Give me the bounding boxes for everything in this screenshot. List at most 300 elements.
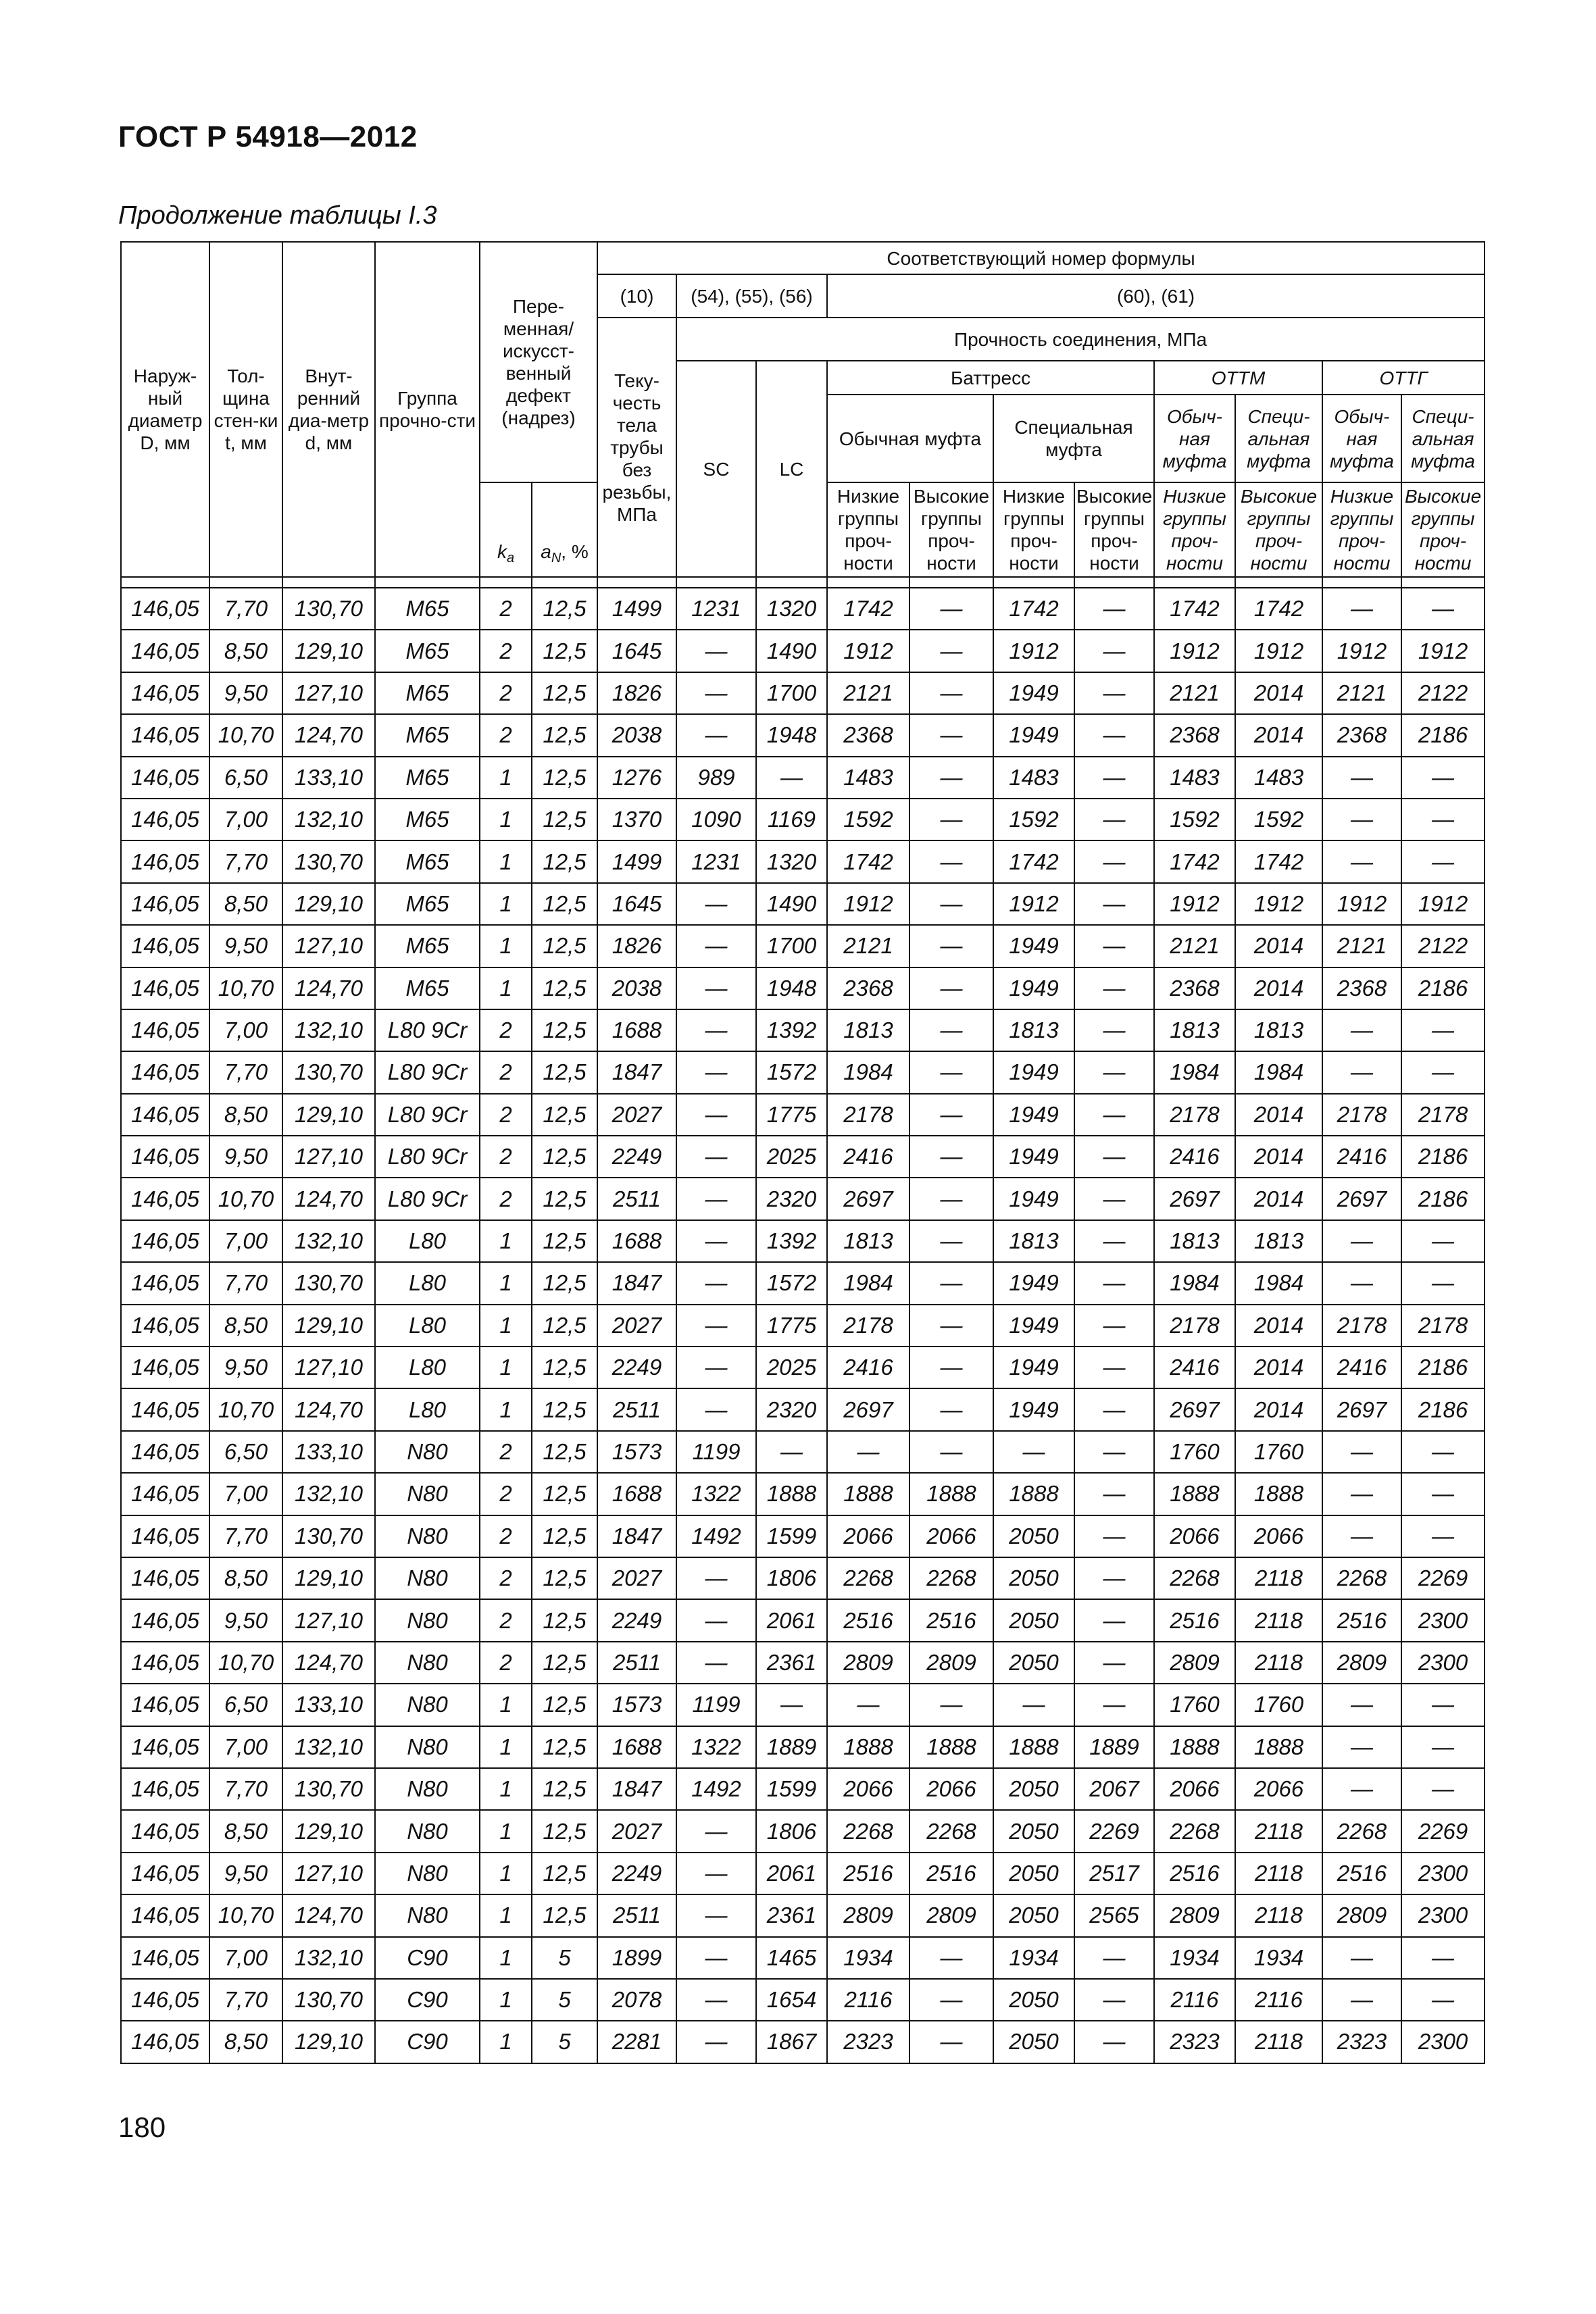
table-cell: — xyxy=(1074,672,1154,714)
table-cell: 2 xyxy=(480,714,532,756)
table-cell: 127,10 xyxy=(282,1853,375,1894)
table-cell: 2014 xyxy=(1235,925,1322,967)
table-cell: 1592 xyxy=(993,799,1074,840)
table-cell: 1948 xyxy=(756,967,827,1009)
table-cell: 1912 xyxy=(827,630,909,672)
table-cell: M65 xyxy=(375,757,480,799)
table-cell: 2 xyxy=(480,1009,532,1051)
table-cell: 2249 xyxy=(597,1136,676,1178)
table-cell: 7,70 xyxy=(209,840,282,882)
table-cell: 2249 xyxy=(597,1599,676,1641)
table-cell: 2368 xyxy=(827,714,909,756)
table-cell: M65 xyxy=(375,925,480,967)
table-cell: 1888 xyxy=(827,1726,909,1768)
table-cell: 2268 xyxy=(1322,1810,1401,1852)
header-spacer-row xyxy=(121,577,1485,588)
table-cell: — xyxy=(756,1684,827,1726)
table-cell: 2516 xyxy=(909,1853,993,1894)
table-cell: 2014 xyxy=(1235,1136,1322,1178)
table-cell: 132,10 xyxy=(282,1726,375,1768)
table-cell: 146,05 xyxy=(121,1937,209,1979)
table-cell: 133,10 xyxy=(282,1431,375,1473)
table-cell: 146,05 xyxy=(121,1347,209,1388)
table-cell: 2268 xyxy=(827,1810,909,1852)
table-cell: 2511 xyxy=(597,1388,676,1430)
table-cell: 2121 xyxy=(1154,672,1235,714)
header-inner-diameter: Внут-ренний диа-метр d, мм xyxy=(282,242,375,577)
header-buttress-special-high: Высокие группы проч-ности xyxy=(1074,482,1154,577)
table-cell: 2066 xyxy=(909,1515,993,1557)
table-cell: — xyxy=(909,1009,993,1051)
table-cell: 2809 xyxy=(1154,1642,1235,1684)
table-row xyxy=(121,1431,1485,1473)
table-cell: 127,10 xyxy=(282,1136,375,1178)
header-ottm-special: Специ-альная муфта xyxy=(1235,395,1322,482)
table-cell: 2121 xyxy=(1322,925,1401,967)
table-cell: 2121 xyxy=(827,925,909,967)
table-cell: 2300 xyxy=(1401,1599,1485,1641)
table-cell: 130,70 xyxy=(282,1051,375,1093)
table-cell: 129,10 xyxy=(282,630,375,672)
table-cell: 2320 xyxy=(756,1388,827,1430)
header-wall-thickness: Тол-щина стен-ки t, мм xyxy=(209,242,282,577)
table-cell: 7,00 xyxy=(209,1220,282,1262)
table-cell: — xyxy=(909,1305,993,1347)
table-cell: 1949 xyxy=(993,967,1074,1009)
table-cell: 2 xyxy=(480,1599,532,1641)
table-row xyxy=(121,1347,1485,1388)
table-cell: 1912 xyxy=(1322,630,1401,672)
table-row xyxy=(121,1894,1485,1936)
header-buttress-special-low: Низкие группы проч-ности xyxy=(993,482,1074,577)
table-row xyxy=(121,883,1485,925)
table-cell: — xyxy=(676,1136,756,1178)
table-cell: 146,05 xyxy=(121,1515,209,1557)
table-cell: — xyxy=(1074,2021,1154,2063)
table-cell: 2697 xyxy=(1154,1388,1235,1430)
table-cell: 12,5 xyxy=(532,757,597,799)
table-cell: — xyxy=(1322,1979,1401,2021)
table-cell: C90 xyxy=(375,1979,480,2021)
table-cell: 12,5 xyxy=(532,1557,597,1599)
table-cell: 2066 xyxy=(1235,1515,1322,1557)
table-cell: 2118 xyxy=(1235,1599,1322,1641)
table-cell: 130,70 xyxy=(282,840,375,882)
table-cell: 2697 xyxy=(1322,1178,1401,1219)
table-cell: 2809 xyxy=(1154,1894,1235,1936)
table-cell: 2050 xyxy=(993,1599,1074,1641)
table-cell: 1742 xyxy=(1235,588,1322,630)
header-outer-diameter: Наруж-ный диаметр D, мм xyxy=(121,242,209,577)
table-cell: 2697 xyxy=(1322,1388,1401,1430)
table-cell: 1813 xyxy=(827,1220,909,1262)
table-cell: 1984 xyxy=(1235,1051,1322,1093)
table-cell: — xyxy=(909,1178,993,1219)
table-cell: 146,05 xyxy=(121,1810,209,1852)
table-cell: 1492 xyxy=(676,1768,756,1810)
table-cell: 1847 xyxy=(597,1051,676,1093)
table-cell: L80 9Cr xyxy=(375,1178,480,1219)
table-cell: 146,05 xyxy=(121,1599,209,1641)
table-cell: 1984 xyxy=(1154,1051,1235,1093)
table-cell: 1 xyxy=(480,1810,532,1852)
table-cell: 1 xyxy=(480,1768,532,1810)
header-joint-strength: Прочность соединения, МПа xyxy=(676,318,1485,361)
table-cell: N80 xyxy=(375,1642,480,1684)
table-cell: 2268 xyxy=(1154,1557,1235,1599)
table-cell: 1760 xyxy=(1235,1431,1322,1473)
table-cell: 7,70 xyxy=(209,588,282,630)
table-cell: 12,5 xyxy=(532,1305,597,1347)
table-cell: 2361 xyxy=(756,1894,827,1936)
table-cell: — xyxy=(909,1388,993,1430)
table-cell: 1912 xyxy=(993,883,1074,925)
table-cell: 1090 xyxy=(676,799,756,840)
table-cell: 2038 xyxy=(597,714,676,756)
table-cell: 2511 xyxy=(597,1642,676,1684)
table-cell: 2 xyxy=(480,1557,532,1599)
table-cell: — xyxy=(909,1979,993,2021)
table-cell: 1 xyxy=(480,1726,532,1768)
table-cell: 146,05 xyxy=(121,1473,209,1515)
table-cell: 2178 xyxy=(1154,1305,1235,1347)
table-cell: — xyxy=(676,1557,756,1599)
table-cell: 127,10 xyxy=(282,1599,375,1641)
table-cell: 2281 xyxy=(597,2021,676,2063)
table-cell: C90 xyxy=(375,2021,480,2063)
table-cell: — xyxy=(1322,1937,1401,1979)
table-cell: — xyxy=(909,799,993,840)
table-cell: 127,10 xyxy=(282,925,375,967)
table-cell: 146,05 xyxy=(121,1642,209,1684)
table-cell: — xyxy=(827,1431,909,1473)
table-cell: — xyxy=(1322,799,1401,840)
table-cell: — xyxy=(676,1094,756,1136)
table-cell: 2014 xyxy=(1235,1388,1322,1430)
table-cell: 12,5 xyxy=(532,672,597,714)
table-cell: 1 xyxy=(480,1979,532,2021)
table-cell: 1775 xyxy=(756,1305,827,1347)
table-cell: 2178 xyxy=(1401,1094,1485,1136)
table-cell: 146,05 xyxy=(121,672,209,714)
header-yield: Теку-честь тела трубы без резьбы, МПа xyxy=(597,318,676,577)
table-cell: 12,5 xyxy=(532,1515,597,1557)
table-cell: 1984 xyxy=(827,1051,909,1093)
table-cell: 12,5 xyxy=(532,1051,597,1093)
table-cell: M65 xyxy=(375,967,480,1009)
table-cell: N80 xyxy=(375,1726,480,1768)
table-cell: 1912 xyxy=(1154,630,1235,672)
table-cell: 1 xyxy=(480,1262,532,1304)
table-cell: 1912 xyxy=(827,883,909,925)
table-cell: 2027 xyxy=(597,1557,676,1599)
table-cell: — xyxy=(1074,1937,1154,1979)
table-cell: 2249 xyxy=(597,1853,676,1894)
table-cell: 2516 xyxy=(1322,1853,1401,1894)
table-cell: 146,05 xyxy=(121,757,209,799)
table-cell: 1888 xyxy=(1154,1473,1235,1515)
header-ka: $k_a$ xyxy=(480,482,532,577)
table-cell: 1742 xyxy=(827,588,909,630)
table-cell: 1934 xyxy=(993,1937,1074,1979)
table-cell: 2323 xyxy=(827,2021,909,2063)
table-row xyxy=(121,1136,1485,1178)
table-cell: 2249 xyxy=(597,1347,676,1388)
table-cell: 2268 xyxy=(909,1557,993,1599)
table-row xyxy=(121,1726,1485,1768)
strength-table xyxy=(120,241,1485,2064)
table-cell: 1847 xyxy=(597,1515,676,1557)
table-cell: — xyxy=(676,1051,756,1093)
table-cell: 1688 xyxy=(597,1473,676,1515)
table-cell: 7,70 xyxy=(209,1768,282,1810)
table-cell: — xyxy=(1074,1178,1154,1219)
table-cell: 1949 xyxy=(993,1347,1074,1388)
table-cell: — xyxy=(1074,1599,1154,1641)
table-cell: 146,05 xyxy=(121,967,209,1009)
table-cell: — xyxy=(909,1051,993,1093)
table-cell: — xyxy=(676,925,756,967)
table-cell: M65 xyxy=(375,588,480,630)
table-cell: 2027 xyxy=(597,1094,676,1136)
table-cell: — xyxy=(909,714,993,756)
table-cell: 2118 xyxy=(1235,1894,1322,1936)
table-cell: 2121 xyxy=(1322,672,1401,714)
table-cell: — xyxy=(676,1388,756,1430)
table-row xyxy=(121,588,1485,630)
table-cell: — xyxy=(909,1220,993,1262)
table-cell: M65 xyxy=(375,840,480,882)
table-cell: 2511 xyxy=(597,1894,676,1936)
table-cell: 2066 xyxy=(827,1515,909,1557)
table-cell: 2118 xyxy=(1235,1853,1322,1894)
table-cell: 1888 xyxy=(756,1473,827,1515)
table-cell: 2050 xyxy=(993,1642,1074,1684)
table-cell: — xyxy=(1401,1726,1485,1768)
table-row xyxy=(121,1262,1485,1304)
table-cell: 2066 xyxy=(827,1768,909,1810)
table-cell: 133,10 xyxy=(282,1684,375,1726)
table-cell: — xyxy=(909,840,993,882)
table-cell: — xyxy=(1074,1431,1154,1473)
table-cell: 2 xyxy=(480,1515,532,1557)
table-cell: 2697 xyxy=(1154,1178,1235,1219)
table-cell: — xyxy=(1074,967,1154,1009)
table-cell: 2516 xyxy=(827,1853,909,1894)
table-cell: 1592 xyxy=(1235,799,1322,840)
table-cell: 1483 xyxy=(827,757,909,799)
table-cell: 2809 xyxy=(909,1642,993,1684)
table-cell: 2416 xyxy=(1322,1347,1401,1388)
table-cell: 1889 xyxy=(756,1726,827,1768)
table-cell: 2 xyxy=(480,630,532,672)
table-cell: 1934 xyxy=(827,1937,909,1979)
table-cell: 1320 xyxy=(756,840,827,882)
table-cell: 1370 xyxy=(597,799,676,840)
table-cell: 124,70 xyxy=(282,1894,375,1936)
table-cell: 1949 xyxy=(993,1388,1074,1430)
table-cell: — xyxy=(676,714,756,756)
table-cell: 2269 xyxy=(1401,1557,1485,1599)
table-cell: 1573 xyxy=(597,1431,676,1473)
table-cell: 1 xyxy=(480,883,532,925)
table-row xyxy=(121,672,1485,714)
table-cell: 1847 xyxy=(597,1262,676,1304)
table-cell: 1276 xyxy=(597,757,676,799)
table-cell: 8,50 xyxy=(209,630,282,672)
table-cell: 2186 xyxy=(1401,1388,1485,1430)
table-cell: M65 xyxy=(375,799,480,840)
table-cell: — xyxy=(909,1431,993,1473)
table-cell: L80 9Cr xyxy=(375,1094,480,1136)
table-cell: 12,5 xyxy=(532,588,597,630)
table-cell: 124,70 xyxy=(282,1178,375,1219)
table-cell: — xyxy=(1074,1262,1154,1304)
table-cell: — xyxy=(827,1684,909,1726)
table-cell: 12,5 xyxy=(532,1599,597,1641)
table-row xyxy=(121,840,1485,882)
table-cell: 8,50 xyxy=(209,2021,282,2063)
table-row xyxy=(121,2021,1485,2063)
table-cell: 8,50 xyxy=(209,1810,282,1852)
table-cell: — xyxy=(1074,883,1154,925)
table-cell: 2368 xyxy=(1154,967,1235,1009)
table-cell: 1 xyxy=(480,840,532,882)
table-row xyxy=(121,1515,1485,1557)
table-cell: 10,70 xyxy=(209,1642,282,1684)
table-cell: N80 xyxy=(375,1599,480,1641)
table-cell: 1199 xyxy=(676,1684,756,1726)
table-cell: 124,70 xyxy=(282,1388,375,1430)
table-cell: 146,05 xyxy=(121,1009,209,1051)
table-cell: — xyxy=(909,757,993,799)
table-cell: 9,50 xyxy=(209,1136,282,1178)
table-cell: 2186 xyxy=(1401,1178,1485,1219)
table-cell: — xyxy=(993,1431,1074,1473)
table-cell: 2809 xyxy=(1322,1642,1401,1684)
header-buttress-regular: Обычная муфта xyxy=(827,395,993,482)
table-cell: 8,50 xyxy=(209,883,282,925)
table-cell: 12,5 xyxy=(532,1642,597,1684)
table-cell: 2416 xyxy=(1154,1347,1235,1388)
table-cell: 1806 xyxy=(756,1810,827,1852)
table-cell: 1 xyxy=(480,2021,532,2063)
table-cell: 1 xyxy=(480,1894,532,1936)
table-cell: 132,10 xyxy=(282,1220,375,1262)
table-cell: 1949 xyxy=(993,672,1074,714)
table-cell: L80 xyxy=(375,1220,480,1262)
table-cell: 10,70 xyxy=(209,1894,282,1936)
header-lc: LC xyxy=(756,361,827,577)
table-cell: — xyxy=(1401,1937,1485,1979)
table-cell: 1813 xyxy=(1154,1220,1235,1262)
table-cell: — xyxy=(676,1937,756,1979)
table-cell: 1867 xyxy=(756,2021,827,2063)
table-cell: — xyxy=(1074,1094,1154,1136)
table-cell: 2050 xyxy=(993,1979,1074,2021)
table-cell: 2368 xyxy=(1322,714,1401,756)
table-cell: 2368 xyxy=(1322,967,1401,1009)
table-row xyxy=(121,1009,1485,1051)
table-cell: 1813 xyxy=(1235,1220,1322,1262)
table-cell: — xyxy=(1322,840,1401,882)
header-ottg-regular: Обыч-ная муфта xyxy=(1322,395,1401,482)
table-cell: 129,10 xyxy=(282,2021,375,2063)
table-cell: 130,70 xyxy=(282,1515,375,1557)
table-cell: — xyxy=(1074,630,1154,672)
table-cell: 12,5 xyxy=(532,1388,597,1430)
table-row xyxy=(121,1094,1485,1136)
table-cell: 1645 xyxy=(597,630,676,672)
table-cell: 129,10 xyxy=(282,1094,375,1136)
table-row xyxy=(121,1178,1485,1219)
table-row xyxy=(121,967,1485,1009)
table-row xyxy=(121,1051,1485,1093)
header-ottg: ОТТГ xyxy=(1322,361,1485,395)
table-cell: 12,5 xyxy=(532,1894,597,1936)
table-cell: 146,05 xyxy=(121,799,209,840)
table-cell: — xyxy=(1322,1515,1401,1557)
table-cell: 1688 xyxy=(597,1726,676,1768)
table-cell: — xyxy=(676,1642,756,1684)
table-cell: — xyxy=(909,1347,993,1388)
table-cell: 1499 xyxy=(597,840,676,882)
table-cell: 12,5 xyxy=(532,1136,597,1178)
table-cell: 124,70 xyxy=(282,967,375,1009)
table-cell: 1949 xyxy=(993,1262,1074,1304)
table-cell: 2 xyxy=(480,1473,532,1515)
table-cell: 2368 xyxy=(1154,714,1235,756)
table-cell: — xyxy=(1401,1768,1485,1810)
table-cell: 146,05 xyxy=(121,714,209,756)
table-cell: 2320 xyxy=(756,1178,827,1219)
table-row xyxy=(121,799,1485,840)
table-cell: 1 xyxy=(480,1347,532,1388)
table-cell: 1949 xyxy=(993,1094,1074,1136)
table-cell: 130,70 xyxy=(282,1262,375,1304)
table-cell: 8,50 xyxy=(209,1557,282,1599)
table-cell: 12,5 xyxy=(532,1347,597,1388)
table-cell: 2361 xyxy=(756,1642,827,1684)
table-cell: 1572 xyxy=(756,1051,827,1093)
table-cell: 2269 xyxy=(1074,1810,1154,1852)
table-cell: 1888 xyxy=(909,1726,993,1768)
table-cell: 1700 xyxy=(756,672,827,714)
table-cell: 2300 xyxy=(1401,1853,1485,1894)
table-cell: — xyxy=(1401,1220,1485,1262)
table-cell: 2050 xyxy=(993,1810,1074,1852)
table-cell: 2 xyxy=(480,1178,532,1219)
table-cell: — xyxy=(1322,1473,1401,1515)
table-cell: 1742 xyxy=(1154,588,1235,630)
table-row xyxy=(121,1388,1485,1430)
table-cell: — xyxy=(1401,1515,1485,1557)
table-cell: 2121 xyxy=(1154,925,1235,967)
header-ottg-high: Высокие группы проч-ности xyxy=(1401,482,1485,577)
header-formula-10: (10) xyxy=(597,274,676,318)
table-cell: 2050 xyxy=(993,1515,1074,1557)
header-ottm-high: Высокие группы проч-ности xyxy=(1235,482,1322,577)
table-cell: — xyxy=(1322,1768,1401,1810)
table-cell: 2516 xyxy=(1322,1599,1401,1641)
table-cell: 2186 xyxy=(1401,967,1485,1009)
table-cell: — xyxy=(1322,1684,1401,1726)
table-cell: — xyxy=(1401,1051,1485,1093)
table-cell: 2809 xyxy=(909,1894,993,1936)
table-cell: 1912 xyxy=(1154,883,1235,925)
table-cell: 2 xyxy=(480,1051,532,1093)
header-ottm: ОТТМ xyxy=(1154,361,1322,395)
